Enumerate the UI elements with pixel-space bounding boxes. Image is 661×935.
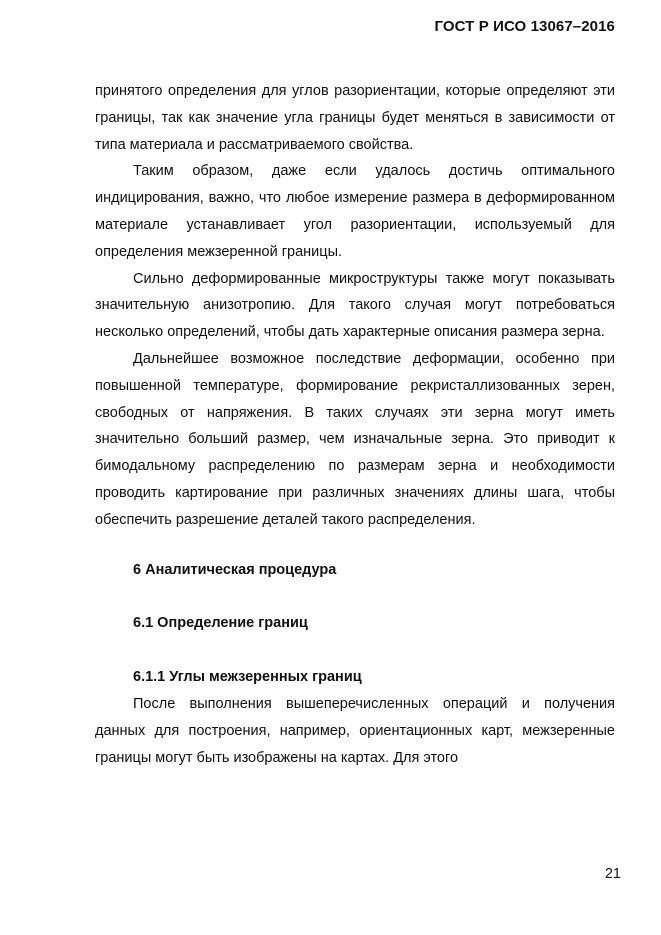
page-number: 21 xyxy=(604,866,621,882)
section-heading-6-1: 6.1 Определение границ xyxy=(133,615,308,632)
paragraph: Дальнейшее возможное последствие деформации, особенно при повышенной температуре, формирование рекристаллизованных зерен, свободных от напряжения. В таких случаях эти зерна могут иметь значительно больший размер, чем изначальные зерна. Это приводит к бимодальному распределению по размерам зерна и необходимости проводить картирование при различных значениях длины шага, чтобы обеспечить разрешение деталей такого распределения. xyxy=(95,350,615,528)
section-heading-6: 6 Аналитическая процедура xyxy=(133,561,337,578)
paragraph-continuation: принятого определения для углов разориентации, которые определяют эти границы, так как значение угла границы будет меняться в зависимости от типа материала и рассматриваемого свойства. xyxy=(95,83,615,153)
page-body xyxy=(95,78,615,771)
paragraph: Сильно деформированные микроструктуры также могут показывать значительную анизотропию. Для такого случая могут потребоваться несколько определений, чтобы дать характерные описания размера зерна. xyxy=(95,270,615,341)
section-heading-6-1-1: 6.1.1 Углы межзеренных границ xyxy=(133,669,362,686)
paragraph: Таким образом, даже если удалось достичь оптимального индицирования, важно, что любое измерение размера в деформированном материале устанавливает угол разориентации, используемый для определения межзеренной границы. xyxy=(95,163,615,260)
paragraph: После выполнения вышеперечисленных операций и получения данных для построения, например, ориентационных карт, межзеренные границы могут быть изображены на картах. Для этого xyxy=(95,695,615,766)
document-code: ГОСТ Р ИСО 13067–2016 xyxy=(434,18,615,35)
